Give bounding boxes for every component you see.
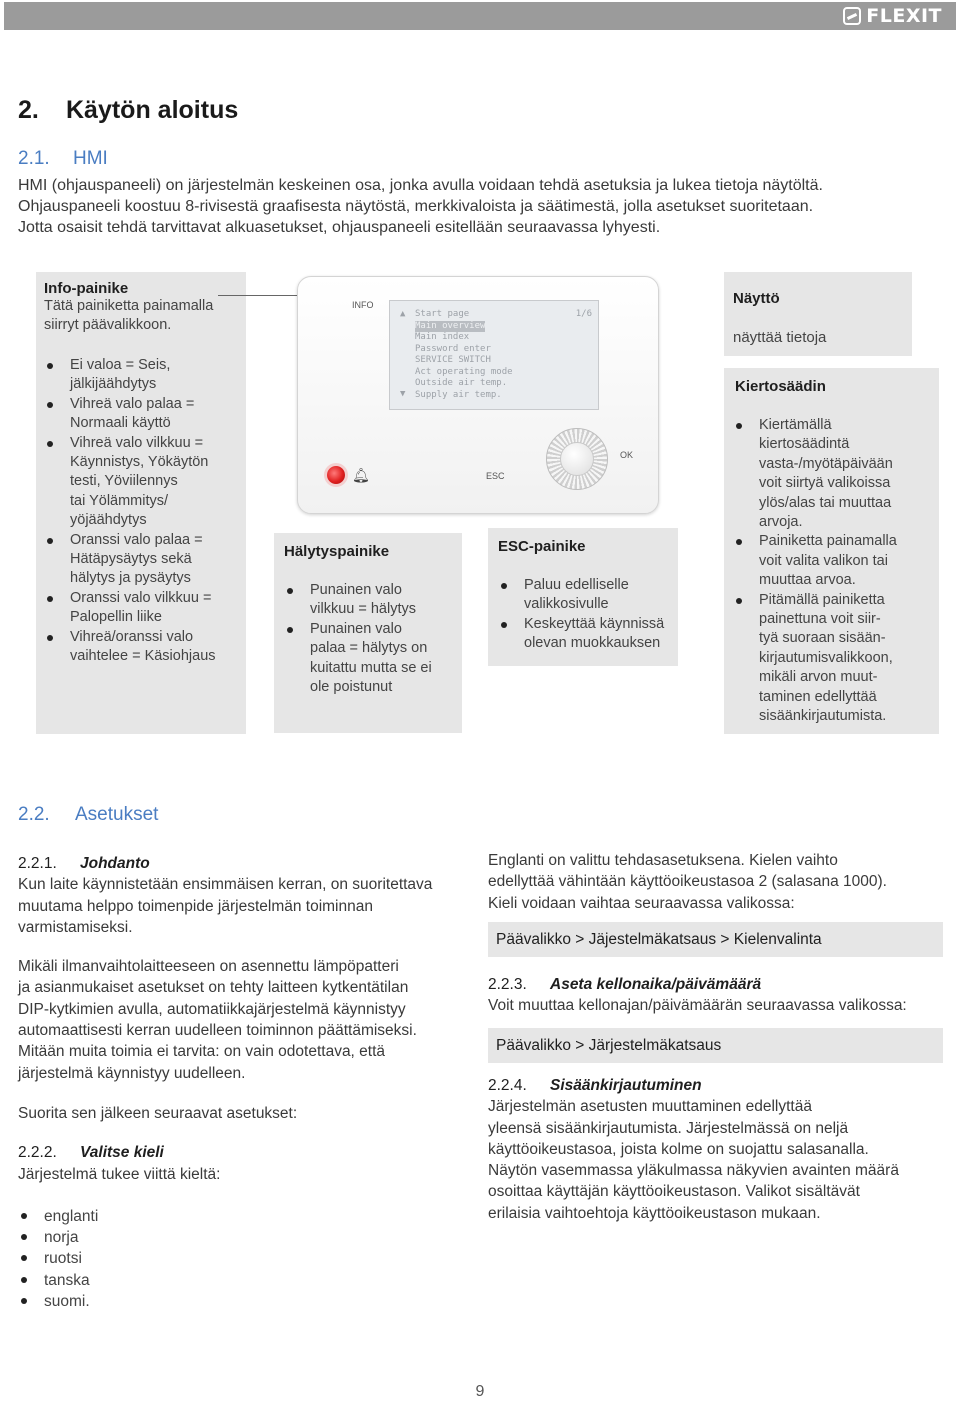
info-button-box <box>36 272 246 734</box>
alarm-led-list <box>284 581 460 697</box>
info-box-text <box>44 297 213 335</box>
list-item: Punainen valo vilkkuu = hälytys <box>284 581 460 620</box>
brand-logo <box>843 5 942 27</box>
section-number: 2.1. <box>18 148 50 169</box>
info-button-label: INFO <box>352 300 374 310</box>
esc-button-box <box>488 528 678 666</box>
list-item: Vihreä valo vilkkuu = Käynnistys, Yökäytön testi, Yöviilennys tai Yölämmitys/ yöjäähdytys <box>44 434 244 531</box>
list-item: Kiertämällä kiertosäädintä vasta-/myötäpäivään voit siirtyä valikoissa ylös/alas tai muuttaa arvoja. <box>733 416 933 532</box>
list-item: Paluu edelliselle valikkosivulle <box>498 576 676 615</box>
paragraph: Kun laite käynnistetään ensimmäisen kerran, on suoritettava muutama helppo toimenpide järjestelmän toiminnan varmistamiseksi. <box>18 876 433 936</box>
language-list <box>18 1206 473 1312</box>
list-item: norja <box>18 1227 473 1248</box>
knob-list <box>733 416 933 727</box>
esc-button-label: ESC <box>486 471 505 481</box>
ok-label: OK <box>620 450 634 460</box>
subsection-heading-223: 2.2.3. Aseta kellonaika/päivämäärä <box>488 976 762 993</box>
alarm-button-box <box>274 533 462 733</box>
hmi-display <box>389 300 599 410</box>
display-box-title: Näyttö <box>733 290 780 307</box>
list-item: Ei valoa = Seis, jälkijäähdytys <box>44 356 244 395</box>
left-column <box>18 853 473 1312</box>
header-bar <box>4 2 956 30</box>
screen-line: Main index <box>415 332 470 342</box>
menu-path-clock: Päävalikko > Järjestelmäkatsaus <box>488 1028 943 1063</box>
alarm-led <box>327 466 345 484</box>
list-item: tanska <box>18 1270 473 1291</box>
paragraph: Järjestelmän asetusten muuttaminen edellyttää yleensä sisäänkirjautumista. Järjestelmässä on neljä käyttöoikeustasoa, joista kolme on suojattu salasanalla. Näytön vasemmassa yläkulmassa näkyvien avainten määrä osoittaa käyttäjän käyttöoikeustason. Valikot sisältävät erilaisia vaihtoehtoja käyttöoikeustason mukaan. <box>488 1098 899 1222</box>
screen-line: Start page <box>415 309 470 319</box>
right-column-clock <box>488 974 948 1017</box>
list-item: Vihreä valo palaa = Normaali käyttö <box>44 395 244 434</box>
section-title-asetukset <box>18 804 158 826</box>
screen-line: SERVICE SWITCH <box>415 355 491 365</box>
subsection-heading-222: 2.2.2. Valitse kieli <box>18 1144 164 1162</box>
list-item: Pitämällä painiketta painettuna voit siir- tyä suoraan sisään- kirjautumisvalikkoon, mikäli arvon muut- taminen edellyttää sisäänkirjautumista. <box>733 591 933 727</box>
list-item: suomi. <box>18 1291 473 1312</box>
right-column-intro <box>488 850 948 914</box>
screen-line: Password enter <box>415 343 491 354</box>
alarm-box-title: Hälytyspainike <box>284 543 390 560</box>
screen-line: Outside air temp. <box>415 378 508 388</box>
list-item: Oranssi valo vilkkuu = Palopellin liike <box>44 589 244 628</box>
knob-box-title: Kiertosäädin <box>735 378 826 395</box>
subsection-heading-224: 2.2.4. Sisäänkirjautuminen <box>488 1077 702 1094</box>
esc-list <box>498 576 676 654</box>
esc-box-title: ESC-painike <box>498 538 586 555</box>
info-box-text-line: siirryt päävalikkoon. <box>44 317 172 333</box>
flexit-logo-icon <box>843 7 861 25</box>
list-item: Oranssi valo palaa = Hätäpysäytys sekä hälytys ja pysäytys <box>44 531 244 589</box>
paragraph: Suorita sen jälkeen seuraavat asetukset: <box>18 1104 298 1122</box>
chapter-number: 2. <box>18 96 39 124</box>
list-item: ruotsi <box>18 1248 473 1269</box>
scroll-down-icon: ▼ <box>400 389 406 399</box>
display-box <box>724 272 912 356</box>
hmi-intro <box>18 175 953 238</box>
intro-line: Ohjauspaneeli koostuu 8-rivisestä graafisesta näytöstä, merkkivaloista ja säätimestä, jolla asetukset suoritetaan. <box>18 198 814 215</box>
section-title-text: Asetukset <box>75 804 159 825</box>
rotary-knob-center <box>560 442 594 476</box>
intro-line: Jotta osaisit tehdä tarvittavat alkuasetukset, ohjauspaneeli esitellään seuraavassa lyhyesti. <box>18 219 661 236</box>
display-box-text: näyttää tietoja <box>733 329 827 346</box>
chapter-title <box>18 96 238 125</box>
screen-page-indicator: 1/6 <box>575 309 592 319</box>
section-title-hmi <box>18 148 108 170</box>
list-item: Keskeyttää käynnissä olevan muokkauksen <box>498 615 676 654</box>
screen-line-selected: Main overview <box>415 320 486 331</box>
info-led-list <box>44 356 244 667</box>
paragraph: Mikäli ilmanvaihtolaitteeseen on asennettu lämpöpatteri ja asianmukaiset asetukset on tehty laitteen kytkentätilan DIP-kytkimien avulla, automatiikkajärjestelmä käynnistyy automaattisesti kerran uudelleen toiminnon päättämiseksi. Mitään muita toimia ei tarvita: on vain odotettava, että järjestelmä käynnistyy uudelleen. <box>18 958 417 1082</box>
list-item: Painiketta painamalla voit valita valikon tai muuttaa arvoa. <box>733 532 933 590</box>
list-item: englanti <box>18 1206 473 1227</box>
page-number: 9 <box>475 1383 485 1400</box>
paragraph: Englanti on valittu tehdasasetuksena. Kielen vaihto edellyttää vähintään käyttöoikeustasoa 2 (salasana 1000). Kieli voidaan vaihtaa seuraavassa valikossa: <box>488 852 887 912</box>
right-column-login <box>488 1075 948 1224</box>
subsection-heading-221: 2.2.1. Johdanto <box>18 855 150 872</box>
section-title-text: HMI <box>73 148 108 169</box>
list-item: Vihreä/oranssi valo vaihtelee = Käsiohjaus <box>44 628 244 667</box>
rotary-knob-box <box>724 368 939 734</box>
scroll-up-icon: ▲ <box>400 309 406 319</box>
bell-icon: 🔔︎ <box>352 467 370 483</box>
info-box-text-line: Tätä painiketta painamalla <box>44 298 214 314</box>
section-number: 2.2. <box>18 804 50 825</box>
list-item: Punainen valo palaa = hälytys on kuitattu mutta se ei ole poistunut <box>284 620 460 698</box>
screen-line: Supply air temp. <box>415 389 502 400</box>
paragraph: Järjestelmä tukee viittä kieltä: <box>18 1165 221 1183</box>
chapter-title-text: Käytön aloitus <box>66 96 239 124</box>
menu-path-language: Päävalikko > Jäjestelmäkatsaus > Kielenvalinta <box>488 922 943 957</box>
intro-line: HMI (ohjauspaneeli) on järjestelmän keskeinen osa, jonka avulla voidaan tehdä asetuksia ja lukea tietoja näytöltä. <box>18 177 823 194</box>
info-box-title: Info-painike <box>44 280 129 297</box>
brand-name: FLEXIT <box>866 5 942 27</box>
paragraph: Voit muuttaa kellonajan/päivämäärän seuraavassa valikossa: <box>488 997 907 1015</box>
screen-line: Act operating mode <box>415 366 513 377</box>
